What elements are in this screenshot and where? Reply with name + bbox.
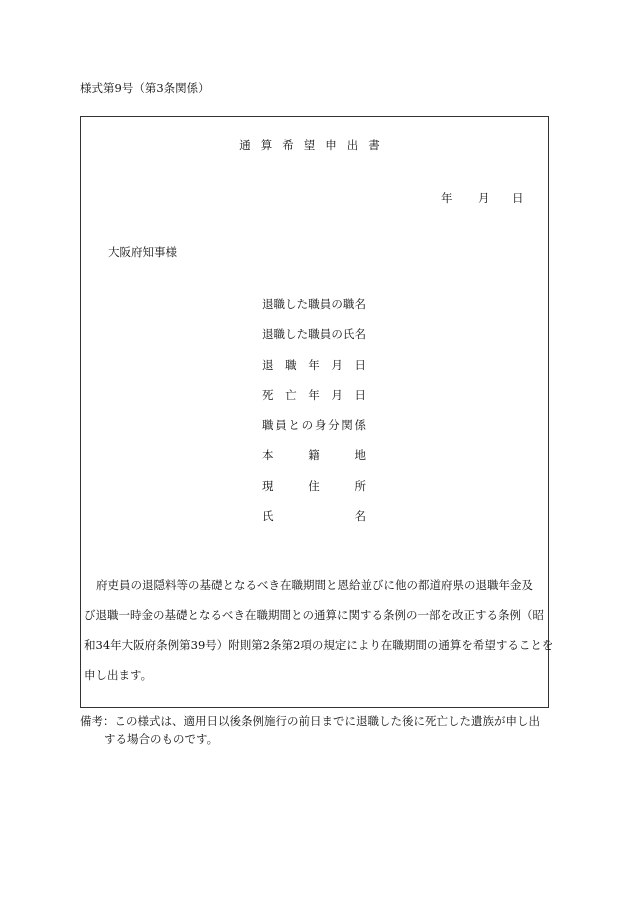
field-label-employee-name: 退職した職員の氏名 [262, 327, 366, 342]
addressee: 大阪府知事様 [108, 245, 177, 259]
field-label-death-date: 死亡年月日 [262, 387, 366, 402]
remark-note [80, 712, 555, 748]
statement-line: 申し出ます。 [84, 668, 153, 682]
remark-line: 備考：この様式は、適用日以後条例施行の前日までに退職した後に死亡した遺族が申し出 [80, 714, 540, 728]
remark-line: する場合のものです。 [104, 732, 219, 746]
applicant-fields [262, 296, 372, 538]
date-row [441, 190, 523, 206]
field-row [262, 417, 372, 447]
field-label-retirement-date: 退職年月日 [262, 357, 366, 372]
field-row [262, 508, 372, 538]
date-day-label: 日 [512, 191, 524, 205]
field-label-position: 退職した職員の職名 [262, 297, 366, 311]
field-label-address: 現住所 [262, 478, 366, 493]
field-row [262, 326, 372, 356]
date-year-label: 年 [441, 191, 453, 205]
request-statement [84, 570, 554, 690]
field-row [262, 357, 372, 387]
field-row [262, 296, 372, 326]
field-row [262, 447, 372, 477]
field-label-relationship: 職員との身分関係 [262, 418, 366, 433]
date-month-label: 月 [478, 191, 490, 205]
field-row [262, 387, 372, 417]
statement-line: び退職一時金の基礎となるべき在職期間との通算に関する条例の一部を改正する条例（昭 [84, 608, 544, 622]
form-title: 通算希望申出書 [239, 138, 390, 152]
statement-line: 府吏員の退隠料等の基礎となるべき在職期間と恩給並びに他の都道府県の退職年金及 [96, 578, 533, 592]
field-label-registered-domicile: 本籍地 [262, 448, 366, 463]
field-label-applicant-name: 氏名 [262, 509, 366, 524]
form-number: 様式第9号（第3条関係） [80, 81, 210, 95]
statement-line: 和34年大阪府条例第39号）附則第2条第2項の規定により在職期間の通算を希望することを [84, 638, 554, 652]
field-row [262, 478, 372, 508]
